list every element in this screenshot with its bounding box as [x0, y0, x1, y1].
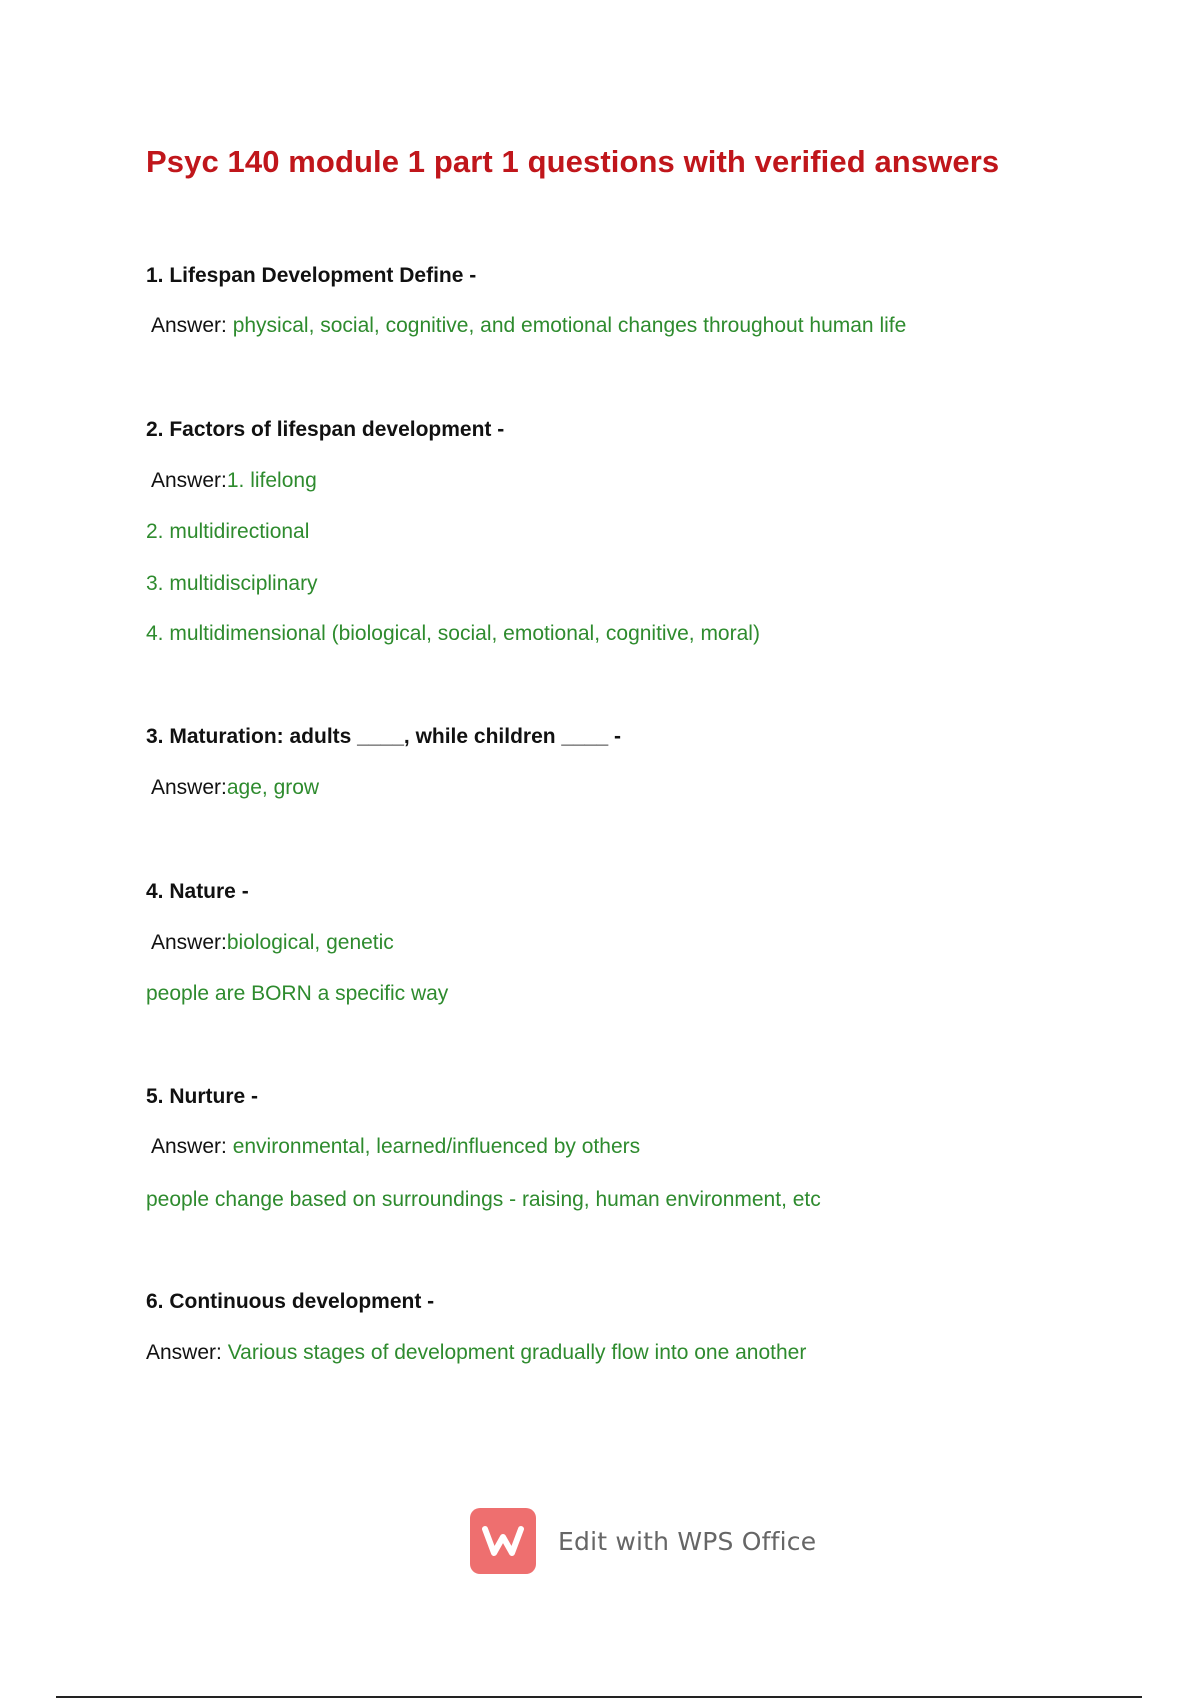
- answer-label: Answer:: [146, 1341, 228, 1364]
- page-bottom-rule: [56, 1696, 1142, 1698]
- question-4: 4. Nature -: [146, 880, 249, 903]
- answer-2: [151, 468, 317, 494]
- question-6: 6. Continuous development -: [146, 1290, 435, 1313]
- answer-label: Answer:: [151, 1135, 233, 1158]
- answer-label: Answer:: [151, 314, 233, 337]
- answer-2-line-4: 4. multidimensional (biological, social, emotional, cognitive, moral): [146, 622, 760, 645]
- answer-text: biological, genetic: [226, 931, 394, 954]
- answer-5: [151, 1134, 640, 1160]
- answer-label: Answer:: [151, 469, 227, 492]
- question-2: 2. Factors of lifespan development -: [146, 418, 505, 441]
- wps-office-logo-icon: [470, 1508, 536, 1574]
- question-3: 3. Maturation: adults ____, while children ____ -: [146, 725, 621, 748]
- answer-text: age, grow: [226, 776, 320, 799]
- answer-label: Answer:: [151, 776, 227, 799]
- answer-text: physical, social, cognitive, and emotional changes throughout human life: [232, 314, 907, 337]
- document-title: Psyc 140 module 1 part 1 questions with verified answers: [146, 144, 1000, 179]
- question-5: 5. Nurture -: [146, 1085, 259, 1108]
- answer-4-line-2: people are BORN a specific way: [146, 982, 449, 1005]
- answer-text: Various stages of development gradually flow into one another: [227, 1341, 807, 1364]
- answer-1: [151, 313, 906, 339]
- answer-4: [151, 930, 394, 956]
- answer-6: [146, 1340, 806, 1366]
- answer-2-line-3: 3. multidisciplinary: [146, 572, 318, 595]
- answer-3: [151, 775, 319, 801]
- edit-with-wps-label: Edit with WPS Office: [558, 1526, 817, 1556]
- answer-text: 1. lifelong: [226, 469, 317, 492]
- answer-2-line-2: 2. multidirectional: [146, 520, 310, 543]
- edit-with-wps-link[interactable]: [470, 1508, 816, 1574]
- answer-text: environmental, learned/influenced by others: [232, 1135, 641, 1158]
- question-1: 1. Lifespan Development Define -: [146, 264, 477, 287]
- answer-5-line-2: people change based on surroundings - raising, human environment, etc: [146, 1188, 821, 1211]
- answer-label: Answer:: [151, 931, 227, 954]
